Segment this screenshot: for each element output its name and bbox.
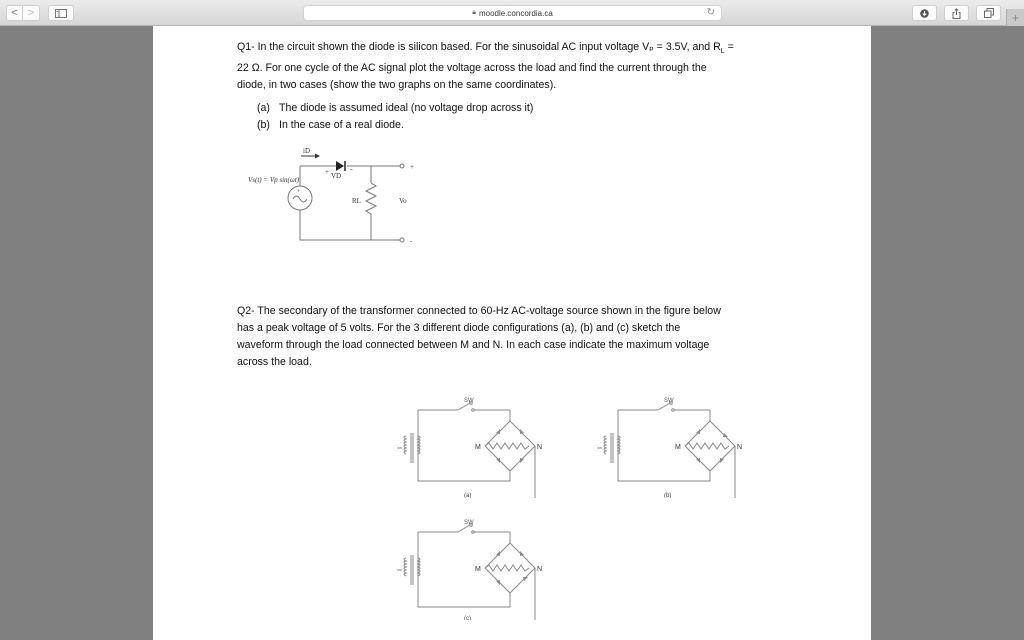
svg-text:M: M — [675, 444, 681, 451]
tabs-icon — [984, 8, 994, 18]
source-label: Vs(t) = Vp sin(ωt) — [248, 176, 300, 184]
tabs-overview-button[interactable] — [976, 5, 1001, 21]
bridge-figure-c — [393, 510, 563, 620]
downloads-button[interactable] — [912, 5, 937, 21]
diode-voltage-label: VD — [331, 172, 342, 180]
resistor-label: RL — [352, 197, 361, 205]
svg-text:N: N — [737, 444, 743, 451]
lock-icon: 🔒︎ — [472, 9, 476, 16]
svg-text:N: N — [537, 566, 543, 573]
output-voltage-label: Vo — [399, 197, 407, 205]
nav-buttons — [6, 5, 40, 21]
document-page — [153, 26, 871, 640]
browser-toolbar — [0, 0, 1024, 26]
chevron-left-icon: < — [11, 7, 18, 19]
sidebar-toggle-button[interactable] — [48, 5, 74, 21]
svg-text:+: + — [410, 163, 414, 171]
svg-text:SW: SW — [464, 398, 474, 404]
bridge-figure-b — [593, 388, 763, 498]
plus-icon: + — [1011, 10, 1019, 25]
q1-circuit-diagram — [233, 141, 423, 246]
chevron-right-icon: > — [27, 7, 35, 19]
new-tab-button[interactable] — [1006, 9, 1024, 26]
url-text: moodle.concordia.ca — [478, 8, 553, 18]
svg-text:-: - — [350, 165, 353, 174]
q1-option-b: (b) In the case of a real diode. — [257, 119, 404, 131]
q2-line-4: across the load. — [237, 356, 312, 368]
q1-option-a: (a) The diode is assumed ideal (no voltage drop across it) — [257, 102, 534, 114]
figure-caption-b: (b) — [664, 493, 672, 498]
svg-text:M: M — [475, 444, 481, 451]
sidebar-icon — [55, 9, 67, 18]
share-icon — [952, 8, 961, 19]
back-button[interactable] — [6, 5, 23, 21]
q2-text — [237, 303, 797, 371]
svg-text:N: N — [537, 444, 543, 451]
q2-line-2: has a peak voltage of 5 volts. For the 3 different diode configurations (a), (b) and (c) sketch the — [237, 322, 681, 334]
q2-line-1: Q2- The secondary of the transformer connected to 60-Hz AC-voltage source shown in the figure below — [237, 305, 721, 317]
q1-line-3: diode, in two cases (show the two graphs on the same coordinates). — [237, 79, 557, 92]
svg-text:M: M — [475, 566, 481, 573]
address-bar[interactable] — [303, 5, 722, 21]
svg-text:+: + — [325, 168, 329, 176]
figure-caption-c: (c) — [464, 616, 471, 620]
svg-text:-: - — [410, 237, 413, 245]
q2-line-3: waveform through the load connected between M and N. In each case indicate the maximum voltage — [237, 339, 710, 351]
forward-button[interactable] — [23, 5, 40, 21]
svg-text:SW: SW — [664, 398, 674, 404]
current-label: iD — [303, 147, 310, 155]
download-icon — [920, 9, 929, 18]
svg-text:+: + — [297, 189, 301, 195]
reload-icon: ↻ — [706, 7, 715, 18]
svg-text:SW: SW — [464, 520, 474, 526]
figure-caption-a: (a) — [464, 493, 472, 498]
bridge-figure-a — [393, 388, 563, 498]
q1-line-1: Q1- In the circuit shown the diode is silicon based. For the sinusoidal AC input voltage Vₚ = 3.5V, and $R_L$ = — [237, 41, 734, 56]
share-button[interactable] — [944, 5, 969, 21]
q1-line-2: 22 Ω. For one cycle of the AC signal plot the voltage across the load and find the current through the — [237, 62, 707, 75]
reload-button[interactable] — [707, 7, 715, 18]
q1-text — [237, 39, 797, 94]
